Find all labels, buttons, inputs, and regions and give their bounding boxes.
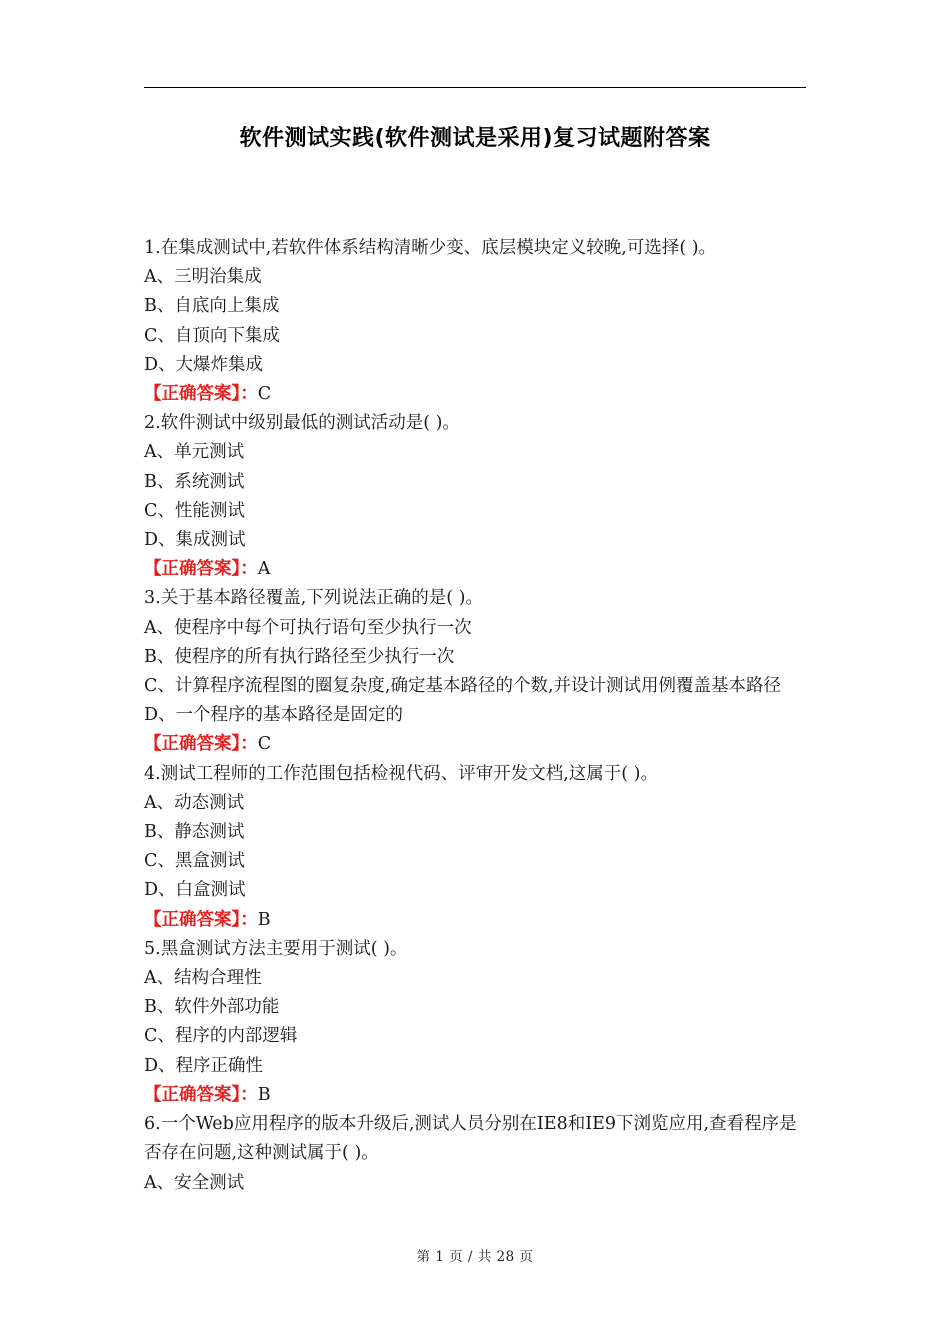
option-d: D、一个程序的基本路径是固定的 xyxy=(144,705,404,726)
option-c: C、自顶向下集成 xyxy=(144,325,280,346)
option-c: C、程序的内部逻辑 xyxy=(144,1026,298,1047)
question-1 xyxy=(144,234,810,409)
question-stem: 6.一个Web应用程序的版本升级后,测试人员分别在IE8和IE9下浏览应用,查看程序是否存在问题,这种测试属于( )。 xyxy=(144,1114,797,1164)
answer-line xyxy=(144,1081,810,1110)
question-stem: 5.黑盒测试方法主要用于测试( )。 xyxy=(144,938,408,959)
answer-value: B xyxy=(257,1084,271,1105)
option-c: C、黑盒测试 xyxy=(144,851,245,872)
option-d: D、白盒测试 xyxy=(144,880,246,901)
answer-label: 【正确答案】： xyxy=(144,1084,258,1105)
question-5 xyxy=(144,935,810,1110)
answer-value: C xyxy=(257,384,272,405)
document-title: 软件测试实践(软件测试是采用)复习试题附答案 xyxy=(239,126,711,151)
option-c: C、性能测试 xyxy=(144,500,245,521)
question-stem: 2.软件测试中级别最低的测试活动是( )。 xyxy=(144,413,460,434)
question-stem: 4.测试工程师的工作范围包括检视代码、评审开发文档,这属于( )。 xyxy=(144,763,658,784)
header-rule xyxy=(144,87,806,88)
option-b: B、软件外部功能 xyxy=(144,997,280,1018)
question-stem: 1.在集成测试中,若软件体系结构清晰少变、底层模块定义较晚,可选择( )。 xyxy=(144,238,717,258)
answer-value: B xyxy=(257,909,271,930)
answer-line xyxy=(144,555,810,584)
option-a: A、使程序中每个可执行语句至少执行一次 xyxy=(144,617,472,638)
option-d: D、集成测试 xyxy=(144,530,246,551)
answer-line xyxy=(144,906,810,935)
option-b: B、自底向上集成 xyxy=(144,296,280,317)
answer-label: 【正确答案】： xyxy=(144,734,258,755)
option-a: A、动态测试 xyxy=(144,792,245,813)
question-list xyxy=(144,234,810,1198)
answer-line xyxy=(144,730,810,759)
answer-label: 【正确答案】： xyxy=(144,384,258,405)
question-4 xyxy=(144,760,810,935)
option-d: D、大爆炸集成 xyxy=(144,354,264,375)
option-a: A、结构合理性 xyxy=(144,968,262,989)
option-c: C、计算程序流程图的圈复杂度,确定基本路径的个数,并设计测试用例覆盖基本路径 xyxy=(144,676,782,697)
option-a: A、安全测试 xyxy=(144,1172,245,1193)
answer-label: 【正确答案】： xyxy=(144,559,258,580)
option-d: D、程序正确性 xyxy=(144,1055,264,1076)
answer-label: 【正确答案】： xyxy=(144,909,258,930)
question-2 xyxy=(144,409,810,584)
option-b: B、使程序的所有执行路径至少执行一次 xyxy=(144,646,455,667)
option-a: A、三明治集成 xyxy=(144,267,262,288)
option-b: B、系统测试 xyxy=(144,471,245,492)
answer-value: C xyxy=(257,734,272,755)
answer-line xyxy=(144,380,810,409)
page-footer: 第 1 页 / 共 28 页 xyxy=(416,1249,534,1265)
option-a: A、单元测试 xyxy=(144,442,245,463)
question-stem: 3.关于基本路径覆盖,下列说法正确的是( )。 xyxy=(144,588,483,609)
answer-value: A xyxy=(257,559,271,580)
question-3 xyxy=(144,584,810,759)
question-6 xyxy=(144,1110,810,1198)
option-b: B、静态测试 xyxy=(144,822,245,843)
